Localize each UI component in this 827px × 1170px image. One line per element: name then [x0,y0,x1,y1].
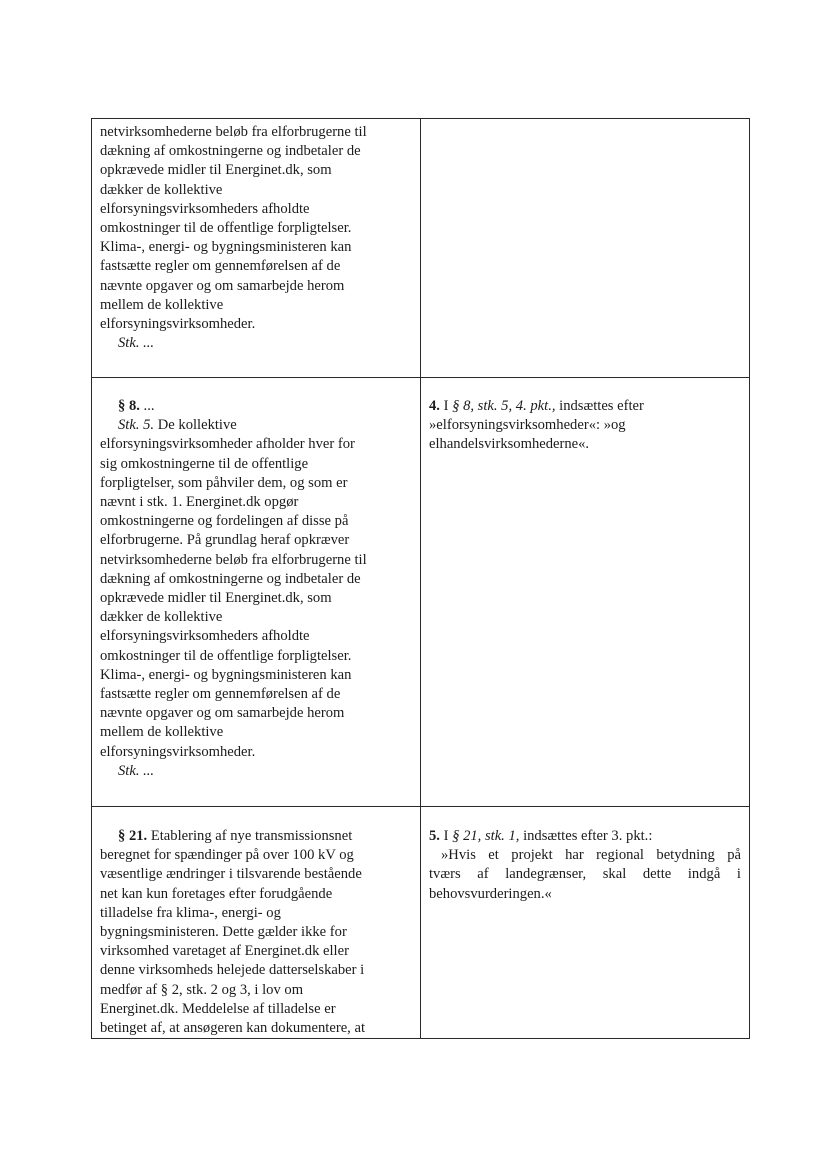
amendment-prefix: I [439,828,453,844]
text-line: elforsyningsvirksomheder. [100,316,256,333]
text-line: denne virksomheds helejede datterselskaber i [100,962,365,979]
text-line: sig omkostningerne til de offentlige [100,455,309,472]
text-line: Klima-, energi- og bygningsministeren kan [100,666,352,683]
text-line: elforsyningsvirksomheders afholdte [100,628,310,645]
amendment-text: indsættes efter 3. pkt.: [519,828,653,844]
text-line: dækker de kollektive [100,609,223,626]
text-line: dækker de kollektive [100,181,223,198]
text-line: opkrævede midler til Energinet.dk, som [100,590,332,607]
current-law-cell [92,378,421,807]
table-row [92,119,750,378]
text-line: omkostningerne og fordelingen af disse på [100,513,349,530]
amendment-heading [429,397,741,416]
text-line: bygningsministeren. Dette gælder ikke for [100,924,347,941]
amendment-text: indsættes efter [555,398,644,414]
section-heading [100,827,412,846]
quote-line: behovsvurderingen.« [429,885,552,902]
text-line: elforsyningsvirksomheders afholdte [100,200,310,217]
amendment-reference: § 21, stk. 1, [452,828,520,844]
text-line: mellem de kollektive [100,296,224,313]
text-line: »elforsyningsvirksomheder«: »og [429,417,626,434]
stk-label: Stk. ... [118,335,155,352]
amendment-number: 4. [429,398,440,414]
text-line: netvirksomhederne beløb fra elforbrugerne til [100,124,367,140]
text-line: Energinet.dk. Meddelelse af tilladelse er [100,1000,336,1017]
section-ellipsis: ... [139,398,155,414]
amendment-cell [421,807,750,1039]
text-line: dækning af omkostningerne og indbetaler de [100,143,361,160]
table-row [92,378,750,807]
text-line: elforbrugerne. På grundlag heraf opkræver [100,532,350,549]
section-number: § 8. [118,398,140,414]
amendment-heading [429,827,741,846]
text-line: nævnte opgaver og om samarbejde herom [100,705,345,722]
text-line: nævnt i stk. 1. Energinet.dk opgør [100,494,299,511]
table-row [92,807,750,1039]
section-heading [100,397,412,416]
text-line: fastsætte regler om gennemførelsen af de [100,258,341,275]
text-line: elforsyningsvirksomheder. [100,743,256,760]
text-line: nævnte opgaver og om samarbejde herom [100,277,345,294]
stk5-text: De kollektive [154,417,237,434]
amendment-prefix: I [439,398,453,414]
amendment-number: 5. [429,828,440,844]
amendment-table [91,118,750,1039]
stk-ellipsis [100,334,412,353]
text-line: omkostninger til de offentlige forpligtelser. [100,647,352,664]
text-line: dækning af omkostningerne og indbetaler de [100,570,361,587]
text-line: betinget af, at ansøgeren kan dokumentere, at [100,1020,366,1037]
amendment-cell [421,378,750,807]
quote-line: »Hvis et projekt har regional betydning på [441,847,741,864]
section-text: Etablering af nye transmissionsnet [147,828,353,844]
text-line: fastsætte regler om gennemførelsen af de [100,686,341,703]
text-line: mellem de kollektive [100,724,224,741]
text-line: netvirksomhederne beløb fra elforbrugerne til [100,551,367,568]
text-line: væsentlige ændringer i tilsvarende bestående [100,866,362,883]
text-line: omkostninger til de offentlige forpligtelser. [100,220,352,237]
text-line: virksomhed varetaget af Energinet.dk eller [100,943,349,960]
current-law-cell [92,807,421,1039]
stk5-line [100,416,412,435]
stk-label: Stk. ... [118,762,155,779]
text-line: beregnet for spændinger på over 100 kV og [100,847,354,864]
stk-ellipsis [100,762,412,781]
amendment-cell [421,119,750,378]
text-line: Klima-, energi- og bygningsministeren kan [100,239,352,256]
text-line: medfør af § 2, stk. 2 og 3, i lov om [100,981,304,998]
text-line: tilladelse fra klima-, energi- og [100,904,281,921]
amendment-reference: § 8, stk. 5, 4. pkt., [452,398,556,414]
quote-line: tværs af landegrænser, skal dette indgå i [429,866,741,883]
text-line: elforsyningsvirksomheder afholder hver for [100,436,355,453]
section-number: § 21. [118,828,148,844]
text-line: forpligtelser, som påhviler dem, og som er [100,474,348,491]
text-line: opkrævede midler til Energinet.dk, som [100,162,332,179]
text-line: net kan kun foretages efter forudgående [100,885,333,902]
current-law-cell [92,119,421,378]
text-line: elhandelsvirksomhederne«. [429,436,590,453]
stk5-label: Stk. 5. [118,417,155,434]
